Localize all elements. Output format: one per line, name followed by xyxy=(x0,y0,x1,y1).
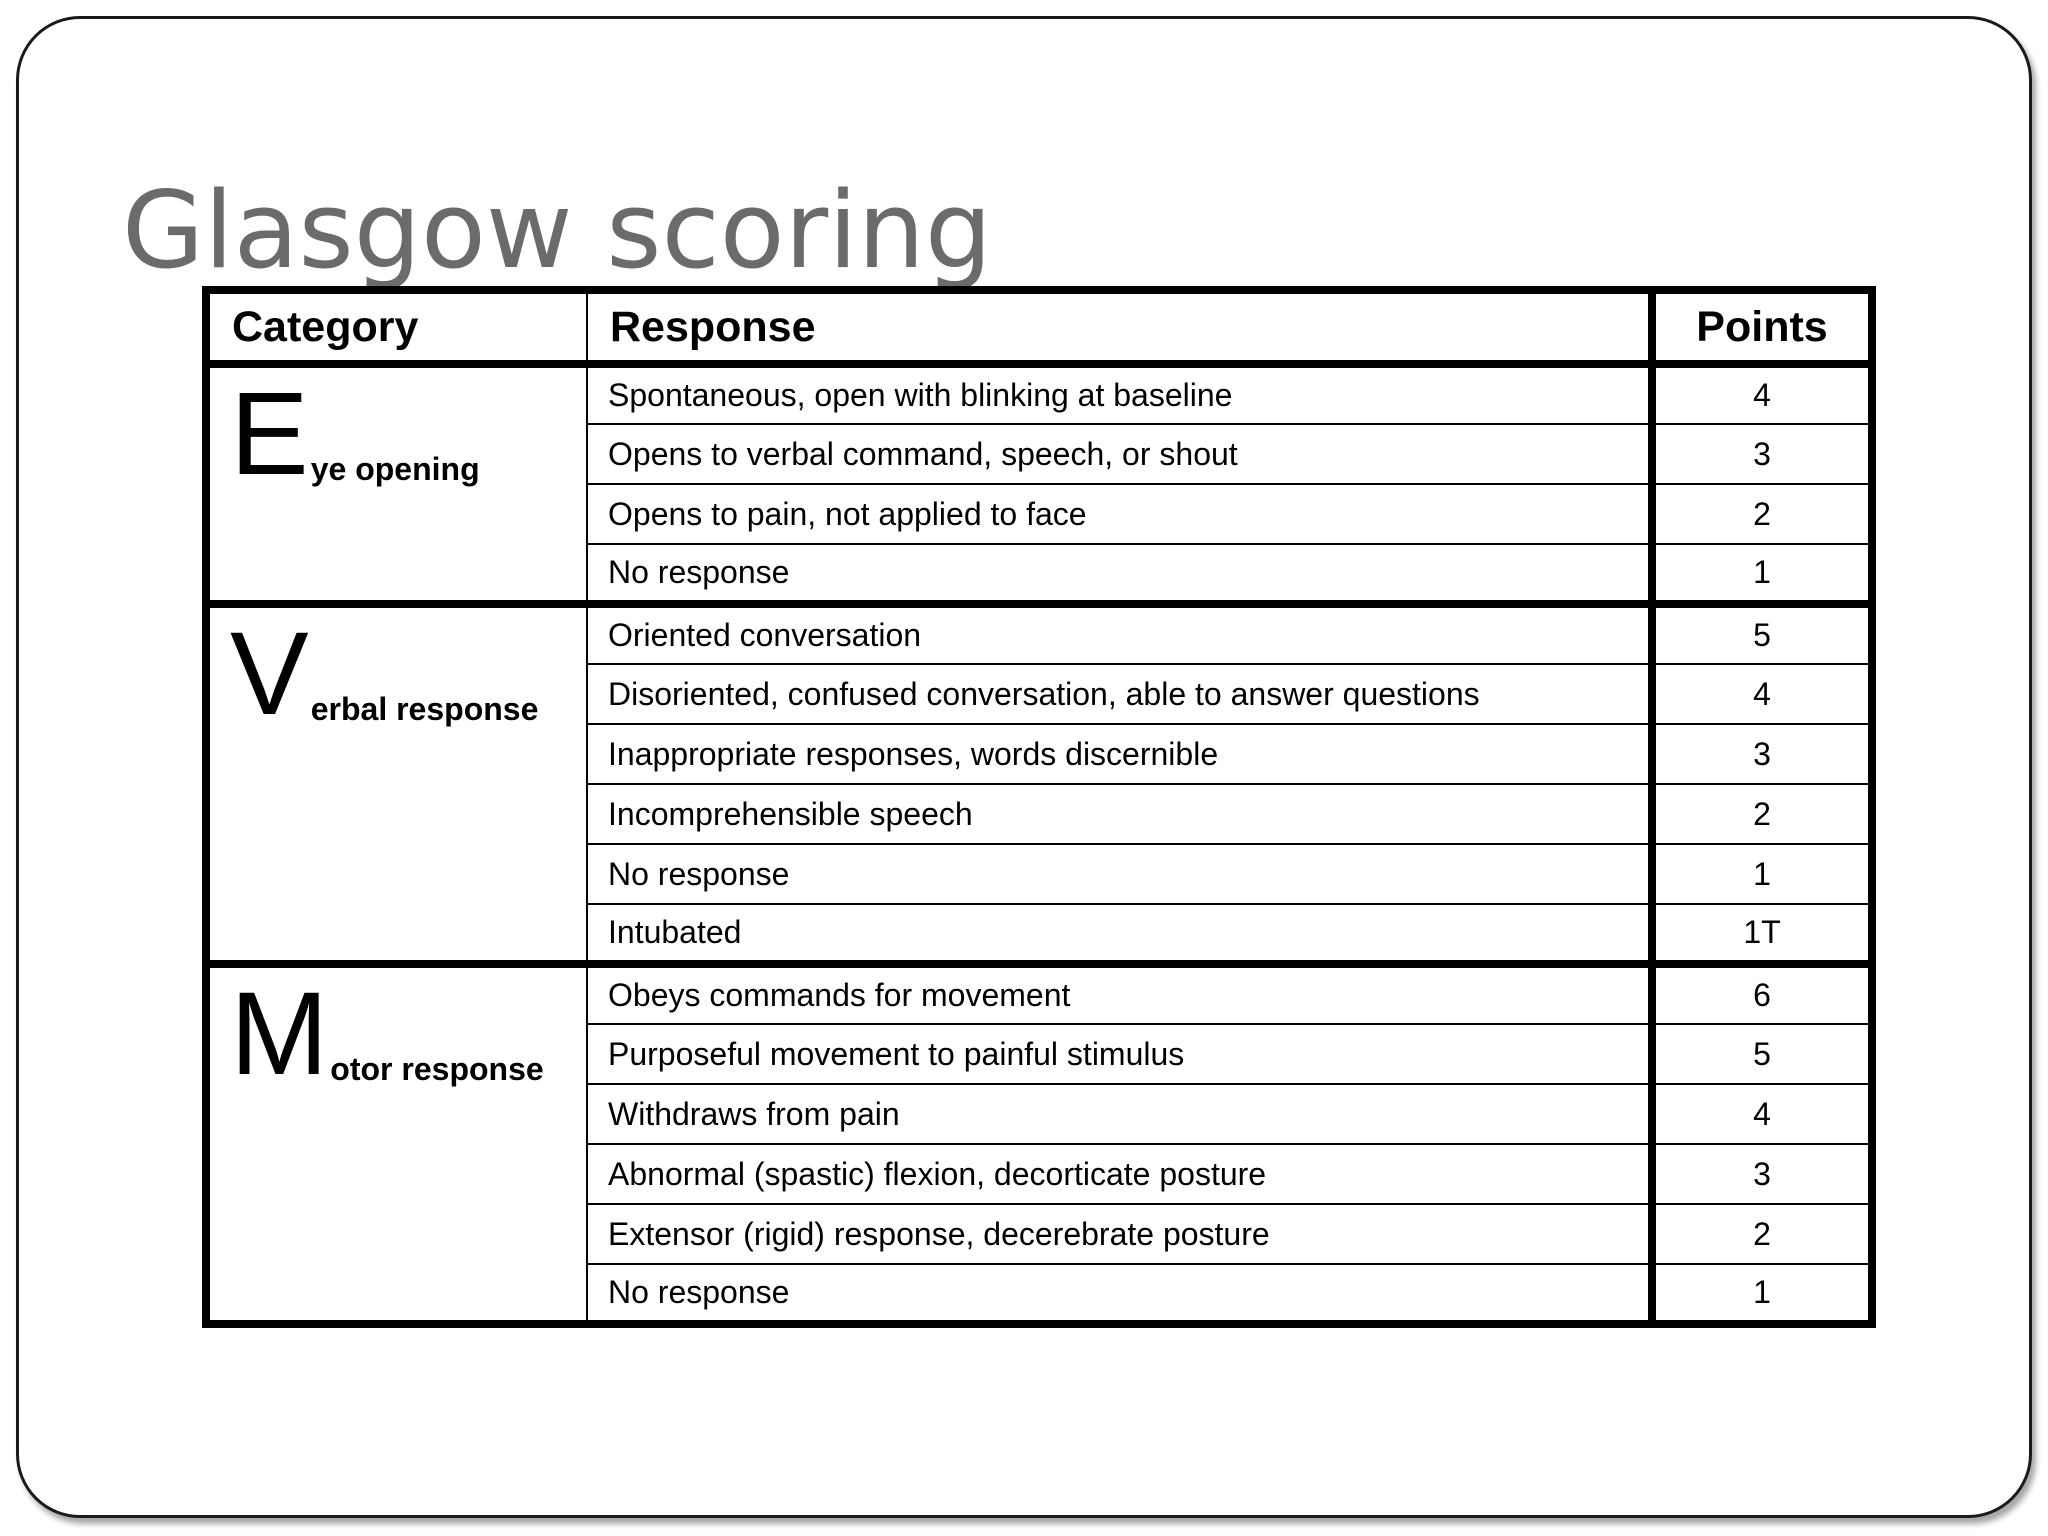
response-cell: Spontaneous, open with blinking at baseline xyxy=(587,364,1652,424)
response-cell: Withdraws from pain xyxy=(587,1084,1652,1144)
points-cell: 4 xyxy=(1652,1084,1872,1144)
category-label xyxy=(230,608,586,740)
table-row xyxy=(206,604,1872,664)
glasgow-coma-scale-table xyxy=(202,286,1876,1328)
category-initial: V xyxy=(230,608,309,740)
header-category: Category xyxy=(206,290,587,364)
table-row xyxy=(206,964,1872,1024)
points-cell: 3 xyxy=(1652,1144,1872,1204)
points-cell: 5 xyxy=(1652,1024,1872,1084)
category-initial: M xyxy=(230,968,329,1100)
category-name: ye opening xyxy=(310,450,480,487)
table-header-row xyxy=(206,290,1872,364)
response-cell: Extensor (rigid) response, decerebrate posture xyxy=(587,1204,1652,1264)
category-cell xyxy=(206,964,587,1324)
response-cell: Abnormal (spastic) flexion, decorticate posture xyxy=(587,1144,1652,1204)
category-label xyxy=(230,968,586,1100)
points-cell: 4 xyxy=(1652,364,1872,424)
points-cell: 4 xyxy=(1652,664,1872,724)
points-cell: 2 xyxy=(1652,784,1872,844)
points-cell: 2 xyxy=(1652,484,1872,544)
category-cell xyxy=(206,604,587,964)
response-cell: No response xyxy=(587,1264,1652,1324)
points-cell: 3 xyxy=(1652,724,1872,784)
category-initial: E xyxy=(230,368,309,500)
points-cell: 1 xyxy=(1652,1264,1872,1324)
response-cell: Obeys commands for movement xyxy=(587,964,1652,1024)
points-cell: 1 xyxy=(1652,544,1872,604)
response-cell: Inappropriate responses, words discernible xyxy=(587,724,1652,784)
response-cell: Opens to pain, not applied to face xyxy=(587,484,1652,544)
points-cell: 3 xyxy=(1652,424,1872,484)
points-cell: 2 xyxy=(1652,1204,1872,1264)
response-cell: Disoriented, confused conversation, able to answer questions xyxy=(587,664,1652,724)
response-cell: No response xyxy=(587,544,1652,604)
points-cell: 5 xyxy=(1652,604,1872,664)
response-cell: Intubated xyxy=(587,904,1652,964)
points-cell: 1T xyxy=(1652,904,1872,964)
header-response: Response xyxy=(587,290,1652,364)
response-cell: Incomprehensible speech xyxy=(587,784,1652,844)
category-cell xyxy=(206,364,587,604)
response-cell: Oriented conversation xyxy=(587,604,1652,664)
header-points: Points xyxy=(1652,290,1872,364)
response-cell: No response xyxy=(587,844,1652,904)
category-name: erbal response xyxy=(310,690,539,727)
table-body xyxy=(206,364,1872,1324)
points-cell: 6 xyxy=(1652,964,1872,1024)
response-cell: Opens to verbal command, speech, or shout xyxy=(587,424,1652,484)
response-cell: Purposeful movement to painful stimulus xyxy=(587,1024,1652,1084)
category-label xyxy=(230,368,586,500)
slide-title: Glasgow scoring xyxy=(122,169,993,292)
points-cell: 1 xyxy=(1652,844,1872,904)
category-name: otor response xyxy=(330,1050,544,1087)
table-row xyxy=(206,364,1872,424)
